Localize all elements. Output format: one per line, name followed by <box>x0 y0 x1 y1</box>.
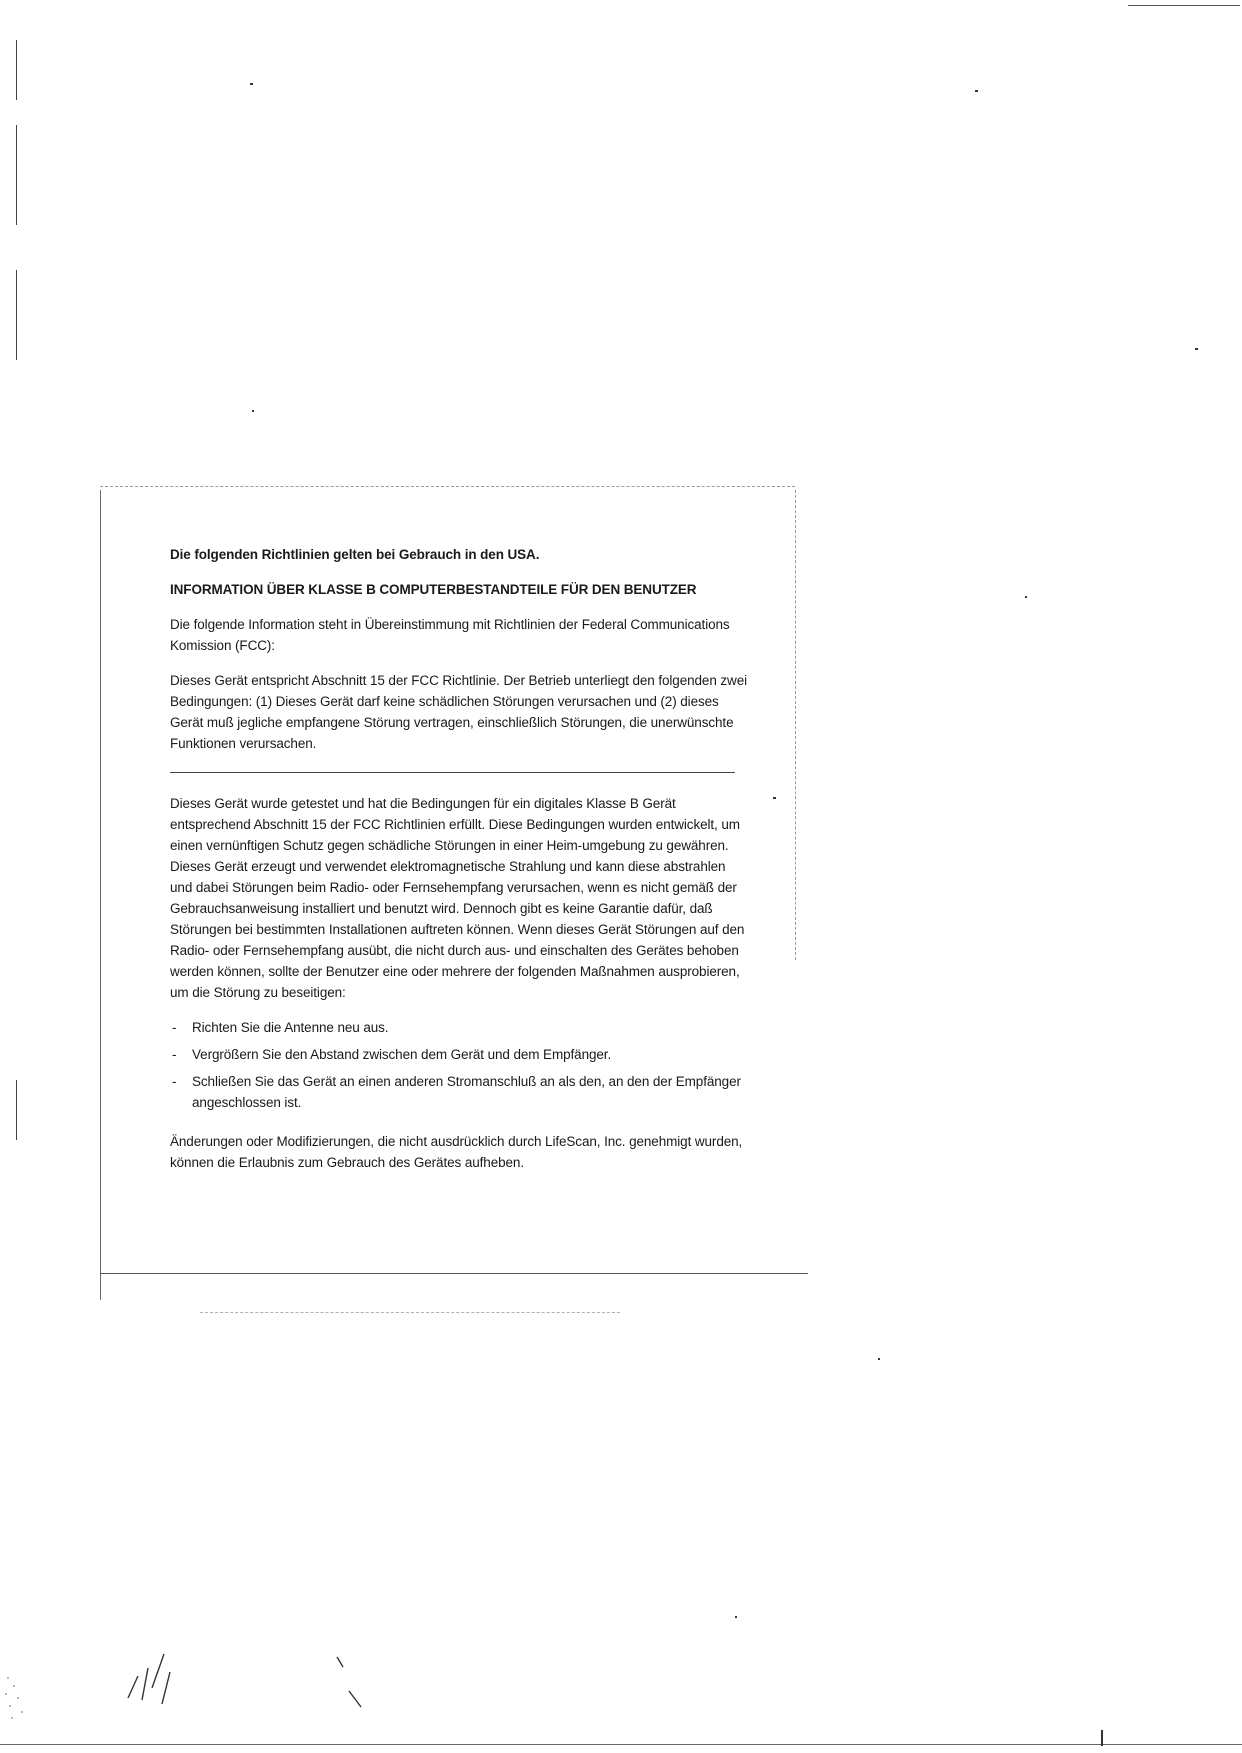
scan-speck <box>1195 348 1198 350</box>
scan-edge-left <box>16 1080 17 1140</box>
list-item-text: Schließen Sie das Gerät an einen anderen Stromanschluß an als den, an den der Empfänger angeschlossen ist. <box>192 1074 741 1110</box>
scan-edge-top-right <box>1128 5 1240 6</box>
document-frame-bottom-dashed <box>200 1312 620 1313</box>
document-frame-right <box>795 490 796 960</box>
scan-edge-bottom <box>0 1744 1242 1745</box>
measures-list <box>170 1017 750 1113</box>
scan-speck <box>252 410 254 412</box>
testing-paragraph: Dieses Gerät wurde getestet und hat die Bedingungen für ein digitales Klasse B Gerät entsprechend Abschnitt 15 der FCC Richtlinien erfüllt. Diese Bedingungen wurden entwickelt, um einen vernünftigen Schutz gegen schädliche Störungen in einer Heim-umgebung zu gewähren. Dieses Gerät erzeugt und verwendet elektromagnetische Strahlung und kann diese abstrahlen und dabei Störungen beim Radio- oder Fernsehempfang verursachen, wenn es nicht gemäß der Gebrauchsanweisung installiert und benutzt wird. Dennoch gibt es keine Garantie dafür, daß Störungen bei bestimmten Installationen auftreten können. Wenn dieses Gerät Störungen auf den Radio- oder Fernsehempfang ausübt, die nicht durch aus- und einschalten des Gerätes behoben werden können, sollte der Benutzer eine oder mehrere der folgenden Maßnahmen ausprobieren, um die Störung zu beseitigen: <box>170 796 745 1000</box>
list-item-text: Richten Sie die Antenne neu aus. <box>192 1020 389 1035</box>
scan-smudge <box>2 1668 38 1728</box>
document-frame-left <box>100 490 101 1300</box>
conditions-paragraph: Dieses Gerät entspricht Abschnitt 15 der FCC Richtlinie. Der Betrieb unterliegt den folgenden zwei Bedingungen: (1) Dieses Gerät darf keine schädlichen Störungen verursachen und (2) dieses Gerät muß jegliche empfangene Störung vertragen, einschließlich Störungen, die unerwünschte Funktionen verursachen. <box>170 673 747 751</box>
list-item-text: Vergrößern Sie den Abstand zwischen dem Gerät und dem Empfänger. <box>192 1047 612 1062</box>
bullet-dash: - <box>172 1047 177 1062</box>
scan-speck <box>250 83 253 85</box>
list-item <box>170 1044 750 1065</box>
section-divider <box>170 772 735 773</box>
list-item <box>170 1071 750 1113</box>
scan-speck <box>975 90 978 92</box>
scan-speck <box>735 1616 737 1618</box>
scan-edge-left <box>16 40 17 100</box>
scan-speck <box>773 797 776 799</box>
handwritten-stroke-mark <box>335 1655 375 1710</box>
list-item <box>170 1017 750 1038</box>
footer-paragraph: Änderungen oder Modifizierungen, die nicht ausdrücklich durch LifeScan, Inc. genehmigt wurden, können die Erlaubnis zum Gebrauch des Gerätes aufheben. <box>170 1134 743 1170</box>
handwritten-initials-mark <box>120 1648 190 1708</box>
scan-edge-bottom-tick <box>1101 1730 1103 1746</box>
scan-speck <box>878 1358 880 1360</box>
scan-edge-left <box>16 270 17 360</box>
section-title: INFORMATION ÜBER KLASSE B COMPUTERBESTANDTEILE FÜR DEN BENUTZER <box>170 582 697 597</box>
scan-speck <box>1025 596 1027 598</box>
page-heading: Die folgenden Richtlinien gelten bei Gebrauch in den USA. <box>170 547 540 562</box>
bullet-dash: - <box>172 1074 177 1089</box>
document-frame-top <box>100 486 795 487</box>
bullet-dash: - <box>172 1020 177 1035</box>
intro-paragraph: Die folgende Information steht in Übereinstimmung mit Richtlinien der Federal Communications Komission (FCC): <box>170 617 730 653</box>
document-frame-bottom <box>100 1273 808 1274</box>
scan-edge-left <box>16 125 17 225</box>
fcc-notice <box>170 544 750 1173</box>
